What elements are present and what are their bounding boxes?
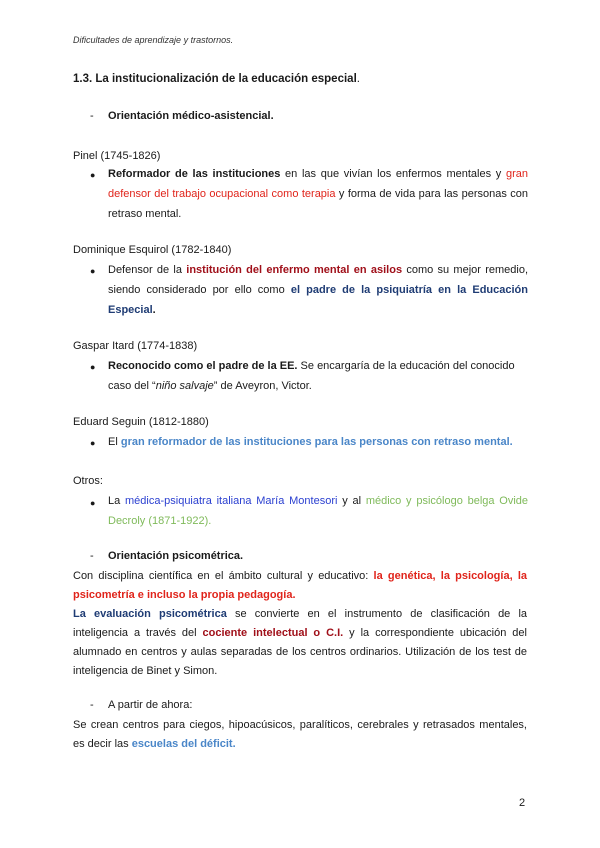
subheading-a-partir: A partir de ahora:: [108, 699, 193, 711]
seguin-blue: gran reformador de las instituciones para las personas con retraso mental.: [120, 436, 513, 448]
dash-marker: -: [90, 550, 94, 562]
otros-green2: Decroly (1871-1922): [108, 515, 209, 527]
esquirol-name: Dominique Esquirol (1782-1840): [73, 244, 232, 256]
seguin-t1: El: [108, 436, 121, 448]
section-heading-text: 1.3. La institucionalización de la educación especial: [73, 73, 357, 85]
otros-text: [108, 491, 528, 531]
final-l2c: .: [232, 738, 236, 750]
final-l1: Se crean centros para ciegos, hipoacúsicos, paralíticos, cerebrales y retrasados mentales,: [73, 719, 527, 731]
bullet-icon: ●: [90, 438, 96, 448]
otros-green1: médico y psicólogo belga Ovide: [365, 495, 529, 507]
section-heading: [73, 73, 360, 85]
pinel-red1: gran: [505, 168, 528, 180]
psico-l3b: se convierte en el instrumento de clasificación de la: [226, 608, 528, 620]
pinel-name: Pinel (1745-1826): [73, 150, 161, 162]
otros-t1: La: [108, 495, 126, 507]
running-header: Dificultades de aprendizaje y trastornos.: [73, 35, 234, 45]
psico-l4b: cociente intelectual o C.I.: [202, 627, 344, 639]
psicometrica-paragraph: [73, 567, 527, 681]
psico-l4c: y la correspondiente ubicación del: [343, 627, 527, 639]
esquirol-red: institución del enfermo mental en asilos: [186, 264, 403, 276]
subheading-psicometrica: Orientación psicométrica.: [108, 550, 244, 562]
page-number: 2: [519, 797, 526, 809]
dash-marker: -: [90, 699, 94, 711]
seguin-name: Eduard Seguin (1812-1880): [73, 416, 209, 428]
bullet-icon: ●: [90, 170, 96, 180]
psico-l3a: La evaluación psicométrica: [73, 608, 227, 620]
psico-l1b: la genética, la psicología, la: [373, 570, 527, 582]
itard-t2: caso del “: [108, 380, 156, 392]
itard-bold: Reconocido como el padre de la EE.: [108, 360, 298, 372]
otros-label: Otros:: [73, 475, 103, 487]
subheading-medico-asistencial: Orientación médico-asistencial.: [108, 110, 274, 122]
otros-t2: y al: [337, 495, 366, 507]
bullet-icon: ●: [90, 362, 96, 372]
pinel-t2: y forma de vida para las personas con: [335, 188, 528, 200]
bullet-icon: ●: [90, 266, 96, 276]
itard-name: Gaspar Itard (1774-1838): [73, 340, 198, 352]
esquirol-t4: .: [152, 304, 156, 316]
otros-royal: médica-psiquiatra italiana María Montesori: [125, 495, 338, 507]
itard-t3: ” de Aveyron, Victor.: [213, 380, 312, 392]
final-paragraph: [73, 716, 527, 754]
final-l2a: es decir las: [73, 738, 132, 750]
esquirol-t3: siendo considerado por ello como: [108, 284, 291, 296]
esquirol-t1: Defensor de la: [108, 264, 187, 276]
otros-t3: .: [208, 515, 212, 527]
psico-l4a: inteligencia a través del: [73, 627, 203, 639]
pinel-t3: retraso mental.: [108, 208, 182, 220]
seguin-text: [108, 432, 528, 452]
psico-l2: psicometría e incluso la propia pedagogía.: [73, 589, 296, 601]
psico-l1a: Con disciplina científica en el ámbito cultural y educativo:: [73, 570, 374, 582]
pinel-text: [108, 164, 528, 224]
itard-text: [108, 356, 528, 396]
psico-l5: alumnado en centros y aulas separadas de los centros ordinarios. Utilización de los test de: [73, 646, 527, 658]
itard-italic: niño salvaje: [155, 380, 214, 392]
psico-l6: inteligencia de Binet y Simon.: [73, 665, 218, 677]
itard-t1: Se encargaría de la educación del conocido: [297, 360, 515, 372]
esquirol-navy2: Especial: [108, 304, 153, 316]
pinel-red2: defensor del trabajo ocupacional como terapia: [108, 188, 336, 200]
dash-marker: -: [90, 110, 94, 122]
section-heading-period: .: [356, 73, 360, 85]
esquirol-t2: como su mejor remedio,: [402, 264, 529, 276]
pinel-bold: Reformador de las instituciones: [108, 168, 281, 180]
pinel-t1: en las que vivían los enfermos mentales y: [280, 168, 506, 180]
esquirol-text: [108, 260, 528, 320]
esquirol-navy1: el padre de la psiquiatría en la Educación: [290, 284, 528, 296]
final-l2b: escuelas del déficit: [131, 738, 233, 750]
bullet-icon: ●: [90, 498, 96, 508]
